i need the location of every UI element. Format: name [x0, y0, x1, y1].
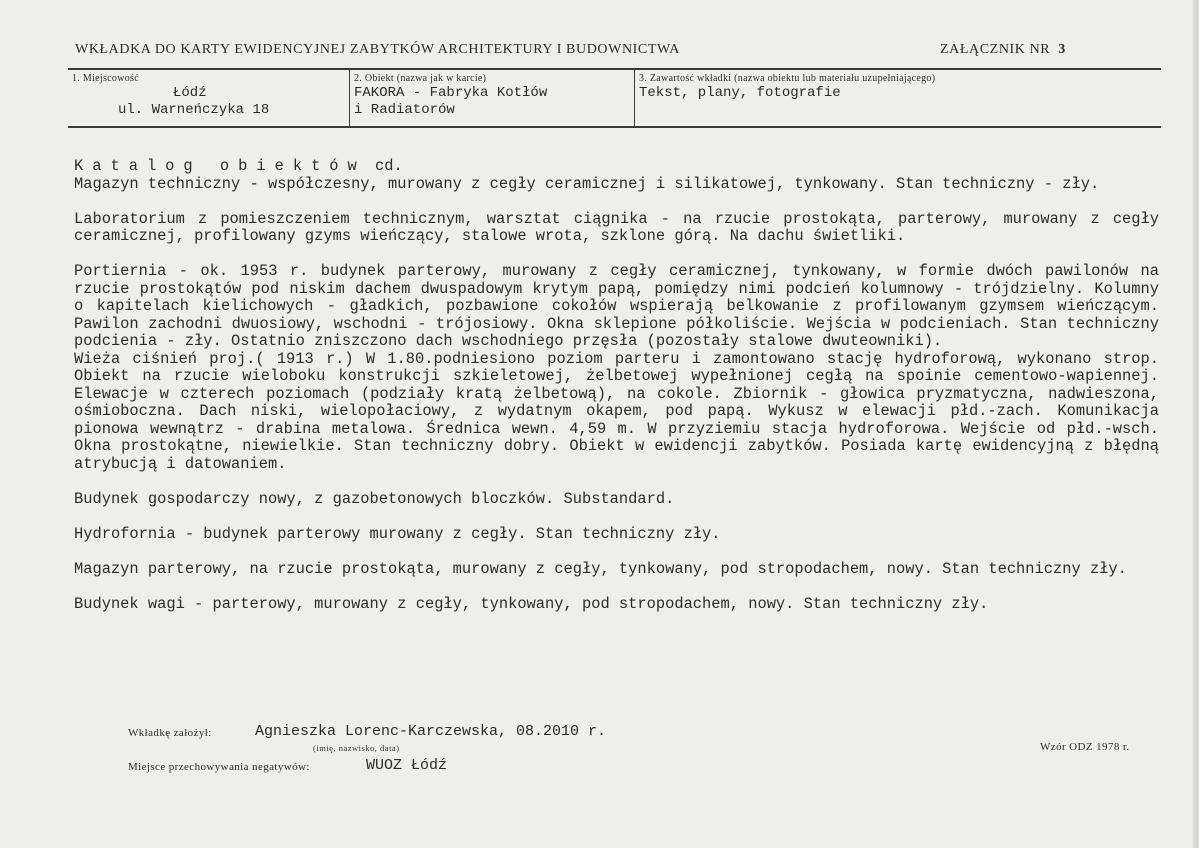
- paragraph-gatehouse: Portiernia - ok. 1953 r. budynek parterowy, murowany z cegły ceramicznej, tynkowany, w formie dwóch pawilonów na rzucie prostokątów pod niskim dachem dwuspadowym krytym papą, pomiędzy nimi podcień kolumnowy - trójdzielny. Kolumny o kapitelach kielichowych - gładkich, pozbawione cokołów wspierają belkowanie z profilowanym gzymsem wieńczącym. Pawilon zachodni dwuosiowy, wschodni - trójosiowy. Okna sklepione półkoliście. Wejścia w podcieniach. Stan techniczny podcienia - zły. Ostatnio zniszczono dach wschodniego przęsła (pozostały stalowe dwuteowniki).: [74, 262, 1159, 350]
- content-label: 3. Zawartość wkładki (nazwa obiektu lub materiału uzupełniającego): [639, 73, 936, 84]
- locality-street: ul. Warneńczyka 18: [118, 102, 270, 118]
- author-value: Agnieszka Lorenc-Karczewska, 08.2010 r.: [255, 723, 607, 740]
- locality-cell: [68, 70, 349, 126]
- paragraph-ground-warehouse: Magazyn parterowy, na rzucie prostokąta, murowany z cegły, tynkowany, pod stropodachem, nowy. Stan techniczny zły.: [74, 559, 1127, 578]
- locality-city: Łódź: [173, 85, 207, 101]
- catalog-heading: Katalog obiektów: [74, 157, 366, 175]
- attachment-heading: [940, 42, 1066, 58]
- content-cell: [634, 70, 1162, 126]
- object-name-line1: FAKORA - Fabryka Kotłów: [354, 85, 548, 101]
- catalog-heading-line: [74, 158, 1159, 176]
- catalog-heading-suffix: cd.: [375, 157, 403, 175]
- author-hint: (imię, nazwisko, data): [313, 743, 400, 753]
- paragraph-hydrophore-house: Hydrofornia - budynek parterowy murowany z cegły. Stan techniczny zły.: [74, 524, 721, 543]
- paragraph-utility-building: Budynek gospodarczy nowy, z gazobetonowych bloczków. Substandard.: [74, 489, 675, 508]
- attachment-number: 3: [1058, 42, 1066, 57]
- template-note: Wzór ODZ 1978 r.: [1040, 741, 1130, 753]
- locality-label: 1. Miejscowość: [72, 73, 139, 84]
- attachment-label: ZAŁĄCZNIK NR: [940, 42, 1051, 57]
- content-value: Tekst, plany, fotografie: [639, 85, 841, 101]
- catalog-text: [74, 158, 1159, 613]
- object-name-line2: i Radiatorów: [354, 102, 455, 118]
- header-fields-table: [68, 68, 1161, 128]
- paragraph-weighing-building: Budynek wagi - parterowy, murowany z cegły, tynkowany, pod stropodachem, nowy. Stan techniczny zły.: [74, 594, 989, 613]
- negatives-value: WUOZ Łódź: [366, 757, 448, 774]
- paragraph-laboratory: Laboratorium z pomieszczeniem technicznym, warsztat ciągnika - na rzucie prostokąta, parterowy, murowany z cegły ceramicznej, profilowany gzyms wieńczący, stalowe wrota, szklone górą. Na dachu świetliki.: [74, 209, 1159, 245]
- paragraph-water-tower: Wieża ciśnień proj.( 1913 r.) W 1.80.podniesiono poziom parteru i zamontowano stację hydroforową, wykonano strop. Obiekt na rzucie wieloboku konstrukcji szkieletowej, żelbetowej wypełnionej cegłą na spoinie cementowo-wapiennej. Elewacje w czterech poziomach (podziały kratą żelbetową), na cokole. Zbiornik - głowica pryzmatyczna, nadwieszona, ośmioboczna. Dach niski, wielopołaciowy, z wydatnym okapem, pod papą. Wykusz w elewacji płd.-zach. Komunikacja pionowa wewnątrz - drabina metalowa. Średnica wewn. 4,59 m. W przyziemiu stacja hydroforowa. Wejście od płd.-wsch. Okna prostokątne, niewielkie. Stan techniczny dobry. Obiekt w ewidencji zabytków. Posiada kartę ewidencyjną z błędną atrybucją i datowaniem.: [74, 349, 1159, 473]
- paragraph-technical-warehouse: Magazyn techniczny - współczesny, murowany z cegły ceramicznej i silikatowej, tynkowany. Stan techniczny - zły.: [74, 174, 1100, 193]
- object-cell: [349, 70, 635, 126]
- object-label: 2. Obiekt (nazwa jak w karcie): [354, 73, 487, 84]
- negatives-label: Miejsce przechowywania negatywów:: [128, 761, 310, 773]
- form-title: WKŁADKA DO KARTY EWIDENCYJNEJ ZABYTKÓW ARCHITEKTURY I BUDOWNICTWA: [75, 42, 680, 57]
- page-edge: [1193, 0, 1199, 848]
- author-label: Wkładkę założył:: [128, 727, 212, 739]
